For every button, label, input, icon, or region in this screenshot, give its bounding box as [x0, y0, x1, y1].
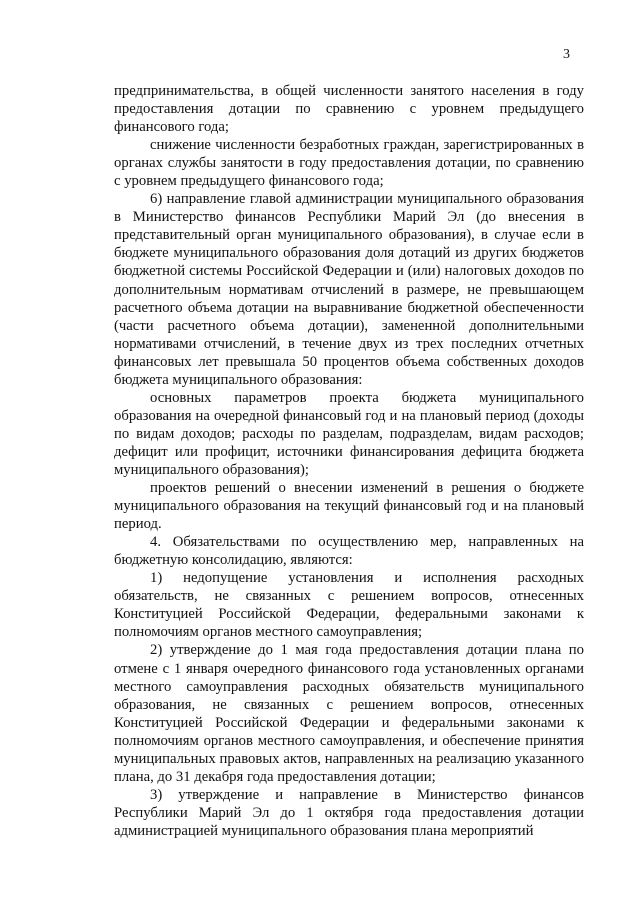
paragraph: 4. Обязательствами по осуществлению мер, направленных на бюджетную консолидацию, являются:: [114, 534, 584, 569]
paragraph: снижение численности безработных граждан, зарегистрированных в органах службы занятости в году предоставления дотации, по сравнению с уровнем предыдущего финансового года;: [114, 137, 584, 190]
paragraph: предпринимательства, в общей численности занятого населения в году предоставления дотации по сравнению с уровнем предыдущего финансового года;: [114, 83, 584, 136]
paragraph: основных параметров проекта бюджета муниципального образования на очередной финансовый год и на плановый период (доходы по видам доходов; расходы по разделам, подразделам, видам расходов; дефицит или профицит, источники финансирования дефицита бюджета муниципального образования);: [114, 389, 584, 478]
paragraph: 6) направление главой администрации муниципального образования в Министерство финансов Республики Марий Эл (до внесения в представительный орган муниципального образования), в случае если в бюджете муниципального образования доля дотаций из других бюджетов бюджетной системы Российской Федерации и (или) налоговых доходов по дополнительным нормативам отчислений в размере, не превышающем расчетного объема дотации на выравнивание бюджетной обеспеченности (части расчетного объема дотации), замененной дополнительными нормативами отчислений, в течение двух из трех последних отчетных финансовых лет превышала 50 процентов объема собственных доходов бюджета муниципального образования:: [114, 191, 584, 388]
document-body: [114, 82, 584, 840]
paragraph: 3) утверждение и направление в Министерство финансов Республики Марий Эл до 1 октября года предоставления дотации администрацией муниципального образования плана мероприятий: [114, 786, 584, 839]
paragraph: 1) недопущение установления и исполнения расходных обязательств, не связанных с решением вопросов, отнесенных Конституцией Российской Федерации, федеральными законами к полномочиям органов местного самоуправления;: [114, 570, 584, 641]
paragraph: 2) утверждение до 1 мая года предоставления дотации плана по отмене с 1 января очередного финансового года установленных органами местного самоуправления расходных обязательств муниципального образования, не связанных с решением вопросов, отнесенных Конституцией Российской Федерации и федеральными законами к полномочиям органов местного самоуправления, и обеспечение принятия муниципальных правовых актов, направленных на реализацию указанного плана, до 31 декабря года предоставления дотации;: [114, 642, 584, 785]
page-number: 3: [563, 47, 570, 62]
paragraph: проектов решений о внесении изменений в решения о бюджете муниципального образования на текущий финансовый год и на плановый период.: [114, 480, 584, 533]
